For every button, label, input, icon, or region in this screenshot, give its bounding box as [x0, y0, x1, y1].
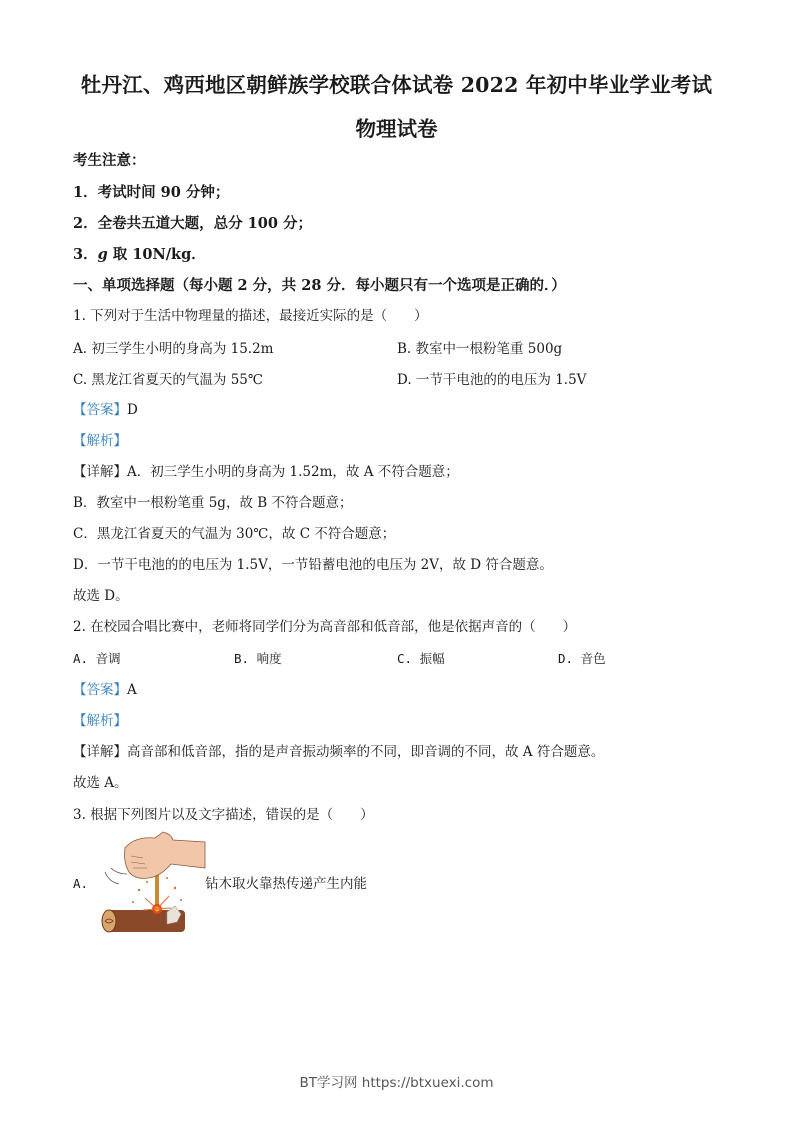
detail-label: 【详解】 — [73, 744, 127, 760]
answer-value: A — [127, 682, 137, 698]
question-1-detail-2: B．教室中一根粉笔重 5g，故 B 不符合题意； — [73, 495, 353, 511]
detail-text: A．初三学生小明的身高为 1.52m，故 A 不符合题意； — [127, 464, 459, 480]
question-1-analysis-label: 【解析】 — [73, 433, 127, 449]
detail-text: 高音部和低音部，指的是声音振动频率的不同，即音调的不同，故 A 符合题意。 — [127, 744, 605, 760]
detail-label: 【详解】 — [73, 464, 127, 480]
note-item-3 — [73, 246, 206, 264]
note-item-2: 2．全卷共五道大题，总分 100 分； — [73, 215, 312, 232]
section-heading: 一、单项选择题（每小题 2 分，共 28 分．每小题只有一个选项是正确的．） — [73, 277, 566, 294]
question-1-detail-3: C．黑龙江省夏天的气温为 30℃，故 C 不符合题意； — [73, 526, 396, 542]
question-1-option-b: B. 教室中一根粉笔重 500g — [397, 341, 563, 357]
drilling-wood-fire-figure — [97, 830, 207, 935]
note-item-3-var: g — [97, 246, 108, 263]
note-item-1: 1．考试时间 90 分钟； — [73, 184, 230, 201]
question-1-conclusion: 故选 D。 — [73, 588, 129, 604]
question-2-stem: 2. 在校园合唱比赛中，老师将同学们分为高音部和低音部，他是依据声音的（ ） — [73, 619, 577, 635]
hand-drill-illustration-icon — [97, 830, 207, 935]
exam-subtitle: 物理试卷 — [355, 117, 438, 141]
question-1-option-d: D. 一节干电池的的电压为 1.5V — [397, 372, 587, 388]
question-2-option-d: D. 音色 — [558, 651, 606, 666]
notes-heading: 考生注意： — [73, 152, 146, 169]
question-1-detail-4: D．一节干电池的的电压为 1.5V，一节铅蓄电池的电压为 2V，故 D 符合题意。 — [73, 557, 553, 573]
question-2-answer — [73, 681, 137, 699]
question-3-option-a-text: 钻木取火靠热传递产生内能 — [205, 876, 367, 892]
question-2-option-c: C. 振幅 — [397, 651, 445, 666]
question-1-detail-1 — [73, 463, 459, 481]
answer-label: 【答案】 — [73, 402, 127, 418]
question-2-option-b: B. 响度 — [234, 651, 282, 666]
note-item-3-prefix: 3． — [73, 246, 98, 263]
question-2-detail-1 — [73, 743, 604, 761]
question-2-option-a: A. 音调 — [73, 651, 121, 666]
answer-value: D — [127, 402, 138, 418]
question-2-conclusion: 故选 A。 — [73, 775, 128, 791]
question-3-stem: 3. 根据下列图片以及文字描述，错误的是（ ） — [73, 807, 374, 823]
question-2-analysis-label: 【解析】 — [73, 713, 127, 729]
question-3-option-a-label: A. — [73, 876, 89, 891]
answer-label: 【答案】 — [73, 682, 127, 698]
question-1-answer — [73, 401, 138, 419]
note-item-3-rest: 取 10N/kg． — [107, 246, 206, 263]
watermark-footer: BT学习网 https://btxuexi.com — [299, 1075, 494, 1091]
question-1-option-a: A. 初三学生小明的身高为 15.2m — [73, 341, 274, 357]
question-1-stem: 1. 下列对于生活中物理量的描述，最接近实际的是（ ） — [73, 308, 428, 324]
question-1-option-c: C. 黑龙江省夏天的气温为 55℃ — [73, 372, 264, 388]
exam-title: 牡丹江、鸡西地区朝鲜族学校联合体试卷 2022 年初中毕业学业考试 — [80, 73, 713, 97]
